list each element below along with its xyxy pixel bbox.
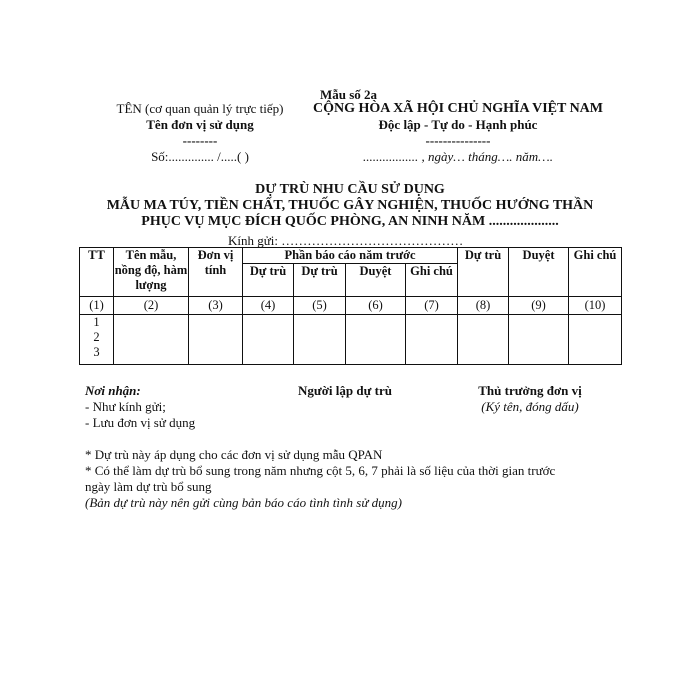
document-title [80,182,620,230]
right-separator: --------------- [425,133,491,148]
header-unit: Đơn vị tính [189,248,243,297]
empty-cell [509,315,569,365]
reserve-table [79,247,622,365]
header-prev-report: Phần báo cáo năm trước [243,248,458,264]
column-number: (9) [509,297,569,315]
title-line-3: PHỤC VỤ MỤC ĐÍCH QUỐC PHÒNG, AN NINH NĂM .................... [141,214,559,229]
empty-cell [189,315,243,365]
note-2a: * Có thể làm dự trù bổ sung trong năm nhưng cột 5, 6, 7 phải là số liệu của thời gian trước [85,463,556,478]
receivers-block [85,383,195,431]
header-approved: Duyệt [509,248,569,297]
left-separator: -------- [182,133,218,148]
column-number: (5) [294,297,346,315]
notes-block [85,447,555,511]
empty-cell [569,315,622,365]
empty-cell [346,315,406,365]
agency-line: TÊN (cơ quan quản lý trực tiếp) [116,101,284,116]
head-unit-sign: (Ký tên, đóng dấu) [481,399,579,414]
title-line-1: DỰ TRÙ NHU CẦU SỬ DỤNG [255,182,445,197]
row-number: 2 [93,330,100,344]
title-line-2: MẪU MA TÚY, TIỀN CHẤT, THUỐC GÂY NGHIỆN, THUỐC HƯỚNG THẦN [106,198,594,213]
receiver-item: - Lưu đơn vị sử dụng [85,415,196,430]
header-prev-note: Ghi chú [406,264,458,297]
left-header [100,101,300,165]
row-number: 1 [93,315,100,329]
table-row [80,315,622,365]
header-sample: Tên mẫu, nồng độ, hàm lượng [114,248,189,297]
receivers-label: Nơi nhận: [85,383,141,398]
column-number: (4) [243,297,294,315]
header-note: Ghi chú [569,248,622,297]
note-2b: ngày làm dự trù bổ sung [85,479,212,494]
document-number: Số:.............. /.....( ) [151,149,249,164]
unit-line: Tên đơn vị sử dụng [146,117,254,132]
preparer-label: Người lập dự trù [298,383,392,398]
head-unit-title: Thủ trưởng đơn vị [478,383,582,398]
note-3: (Bản dự trù này nên gửi cùng bản báo cáo tình tình sử dụng) [85,495,402,510]
header-prev-reserve-a: Dự trù [243,264,294,297]
form-number: Mẫu số 2a [320,87,378,102]
receiver-item: - Như kính gửi; [85,399,166,414]
empty-cell [243,315,294,365]
empty-cell [114,315,189,365]
note-1: * Dự trù này áp dụng cho các đơn vị sử dụng mẫu QPAN [85,447,383,462]
column-number: (7) [406,297,458,315]
column-number: (1) [80,297,114,315]
empty-cell [406,315,458,365]
column-number: (2) [114,297,189,315]
column-number: (6) [346,297,406,315]
empty-cell [458,315,509,365]
header-reserve: Dự trù [458,248,509,297]
empty-cell [294,315,346,365]
row-number: 3 [93,345,100,359]
motto: Độc lập - Tự do - Hạnh phúc [378,117,538,132]
column-number: (8) [458,297,509,315]
header-prev-reserve-b: Dự trù [294,264,346,297]
row-numbers-cell [80,315,114,365]
country-name: CỘNG HÒA XÃ HỘI CHỦ NGHĨA VIỆT NAM [312,101,603,116]
head-unit-block [470,383,590,415]
date-line: ................. , ngày… tháng…. năm…. [363,149,553,164]
recipient-line: Kính gửi: …………………………………… [228,233,464,248]
column-number: (10) [569,297,622,315]
header-tt: TT [80,248,114,297]
column-number: (3) [189,297,243,315]
header-prev-approved: Duyệt [346,264,406,297]
right-header [300,101,616,165]
column-number-row [80,297,622,315]
